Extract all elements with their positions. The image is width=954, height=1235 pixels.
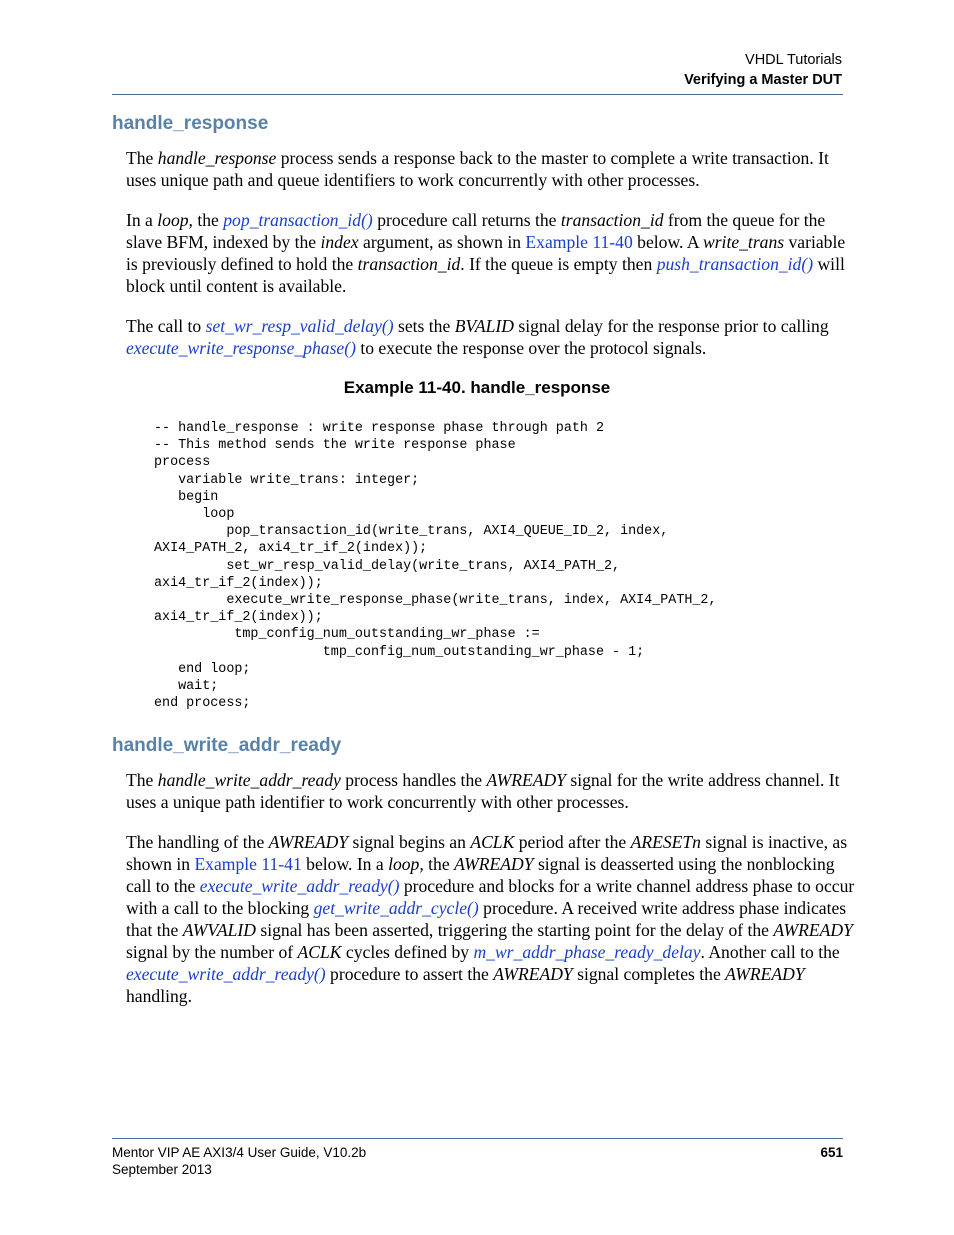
text-italic: AWVALID	[182, 920, 256, 940]
text-italic: transaction_id	[560, 210, 664, 230]
text-italic: AWREADY	[493, 964, 573, 984]
link-example-11-41[interactable]: Example 11-41	[194, 854, 302, 874]
text-italic: transaction_id	[357, 254, 461, 274]
text-italic: index	[320, 232, 359, 252]
running-header	[684, 50, 842, 90]
paragraph	[126, 147, 856, 191]
text: . If the queue is empty then	[460, 254, 657, 274]
link-execute-write-addr-ready-2[interactable]: execute_write_addr_ready()	[126, 964, 326, 984]
footer-rule	[112, 1138, 843, 1139]
text: argument, as shown in	[358, 232, 526, 252]
text: variable is previously defined to hold the	[126, 232, 846, 274]
text: The	[126, 148, 158, 168]
text-italic: AWREADY	[268, 832, 349, 852]
text: The	[126, 770, 158, 790]
example-title: Example 11-40. handle_response	[343, 378, 611, 397]
link-execute-write-addr-ready[interactable]: execute_write_addr_ready()	[199, 876, 400, 896]
page-number: 651	[820, 1145, 843, 1160]
footer-guide-title: Mentor VIP AE AXI3/4 User Guide, V10.2b	[112, 1145, 367, 1160]
text: to execute the response over the protocol signals.	[355, 338, 707, 358]
text-italic: ACLK	[297, 942, 342, 962]
text: signal begins an	[348, 832, 471, 852]
text: signal is deasserted using the nonblocking call to the	[126, 854, 835, 896]
text-italic: write_trans	[702, 232, 785, 252]
text: signal for the write address channel. It uses a unique path identifier to work concurrently with other processes.	[126, 770, 840, 812]
link-push-transaction-id[interactable]: push_transaction_id()	[656, 254, 814, 274]
text: below. A	[632, 232, 703, 252]
text-italic: loop,	[157, 210, 193, 230]
text: signal delay for the response prior to calling	[514, 316, 829, 336]
text: In a	[126, 210, 158, 230]
header-rule	[112, 94, 843, 95]
text: the	[192, 210, 224, 230]
text: procedure to assert the	[325, 964, 494, 984]
section-title-handle-write-addr-ready: handle_write_addr_ready	[112, 735, 342, 756]
text: period after the	[514, 832, 631, 852]
text-italic: AWREADY	[454, 854, 534, 874]
paragraph	[126, 209, 856, 297]
paragraph	[126, 315, 856, 359]
text: signal has been asserted, triggering the starting point for the delay of the	[255, 920, 774, 940]
link-pop-transaction-id[interactable]: pop_transaction_id()	[223, 210, 373, 230]
text-italic: BVALID	[454, 316, 514, 336]
text-italic: handle_write_addr_ready	[157, 770, 341, 790]
section-title-handle-response: handle_response	[112, 113, 269, 134]
link-set-wr-resp-valid-delay[interactable]: set_wr_resp_valid_delay()	[205, 316, 394, 336]
paragraph	[126, 831, 856, 1007]
header-chapter: Verifying a Master DUT	[684, 72, 842, 88]
text-italic: AWREADY	[725, 964, 805, 984]
text: process handles the	[340, 770, 487, 790]
text: The handling of the	[126, 832, 269, 852]
header-section: VHDL Tutorials	[745, 52, 842, 68]
text: procedure. A received write address phase indicates that the	[126, 898, 847, 940]
text-italic: AWREADY	[486, 770, 566, 790]
text: procedure and blocks for a write channel address phase to occur with a call to the blocking	[126, 876, 855, 918]
text: the	[423, 854, 455, 874]
text: below. In a	[301, 854, 389, 874]
text-italic: ARESETn	[630, 832, 701, 852]
text: from the queue for the slave BFM, indexed by the	[126, 210, 826, 252]
link-example-11-40[interactable]: Example 11-40	[525, 232, 633, 252]
text: . Another call to the	[700, 942, 840, 962]
link-get-write-addr-cycle[interactable]: get_write_addr_cycle()	[313, 898, 479, 918]
text: signal completes the	[572, 964, 726, 984]
paragraph	[126, 769, 856, 813]
link-m-wr-addr-phase-ready-delay[interactable]: m_wr_addr_phase_ready_delay	[473, 942, 701, 962]
text: The call to	[126, 316, 206, 336]
text: procedure call returns the	[372, 210, 561, 230]
text: process sends a response back to the master to complete a write transaction. It uses unique path and queue identifiers to work concurrently with other processes.	[126, 148, 829, 190]
text: cycles defined by	[341, 942, 474, 962]
text: will block until content is available.	[126, 254, 845, 296]
link-execute-write-response-phase[interactable]: execute_write_response_phase()	[126, 338, 356, 358]
text: signal by the number of	[126, 942, 298, 962]
text: signal is inactive, as shown in	[126, 832, 848, 874]
text-italic: AWREADY	[773, 920, 853, 940]
running-footer	[112, 1144, 843, 1178]
text: sets the	[393, 316, 455, 336]
text-italic: loop,	[388, 854, 424, 874]
code-block: -- handle_response : write response phase through path 2 -- This method sends the write response phase process variable write_trans: integer; begin loop pop_transaction_id(write_trans, AXI4_QUEUE_ID_2, index, AXI4_PATH_2, axi4_tr_if_2(index)); set_wr_resp_valid_delay(write_trans, AXI4_PATH_2, axi4_tr_if_2(index)); execute_write_response_phase(write_trans, index, AXI4_PATH_2, axi4_tr_if_2(index)); tmp_config_num_outstanding_wr_phase := tmp_config_num_outstanding_wr_phase - 1; end loop; wait; end process;	[154, 421, 717, 712]
text: handling.	[126, 986, 192, 1006]
text-italic: handle_response	[157, 148, 277, 168]
text-italic: ACLK	[470, 832, 515, 852]
footer-date: September 2013	[112, 1162, 212, 1177]
